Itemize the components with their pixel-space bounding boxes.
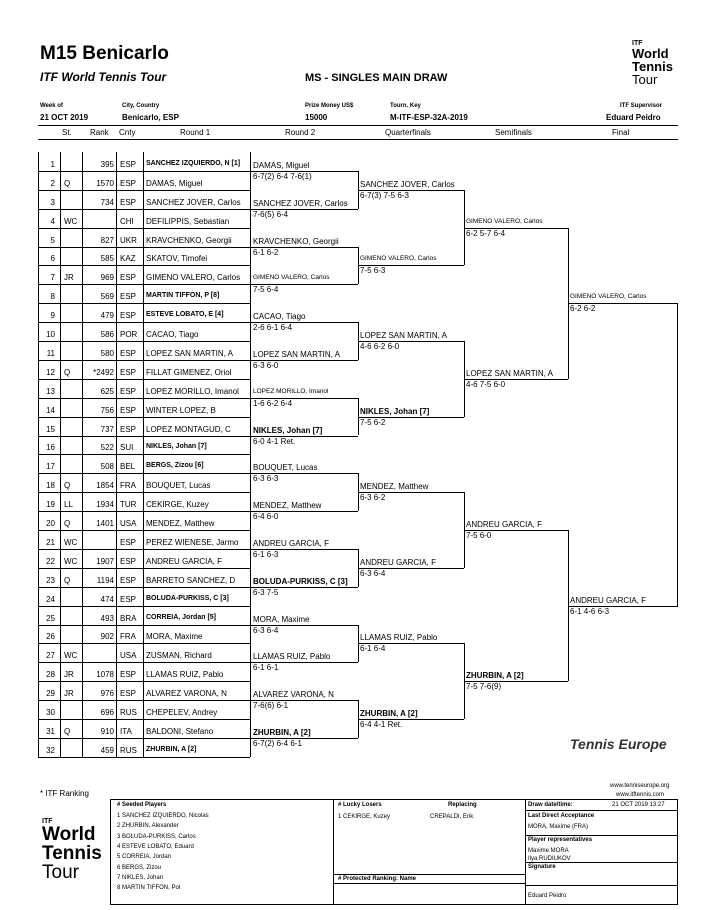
r2-score: 2-6 6-1 6-4: [253, 323, 293, 333]
player-country: ESP: [120, 386, 137, 396]
player-country: ITA: [120, 726, 132, 736]
sf-winner: GIMENO VALERO, Carlos: [466, 217, 543, 225]
sf-score: 7-5 6-0: [466, 531, 492, 540]
r2-winner: LLAMAS RUIZ, Pablo: [253, 652, 331, 662]
qf-score: 6-3 6-4: [360, 568, 386, 578]
player-rank: 474: [100, 594, 114, 604]
player-rank: 902: [100, 632, 114, 642]
draw-position: 31: [46, 726, 55, 736]
player-name: DEFILIPPIS, Sebastian: [146, 216, 230, 226]
draw-position: 32: [46, 745, 55, 755]
player-name: MORA, Maxime: [146, 632, 203, 642]
player-rank: 696: [100, 708, 114, 717]
player-name: ZUSMAN, Richard: [146, 651, 212, 661]
header-rank: Rank: [90, 128, 109, 137]
qf-score: 7-5 6-3: [360, 266, 386, 276]
player-country: ESP: [120, 537, 137, 547]
player-country: USA: [120, 519, 137, 528]
qf-winner: MENDEZ, Matthew: [360, 482, 429, 492]
entry-status: LL: [64, 500, 73, 510]
replaced-player: CREPALDI, Erik: [430, 814, 474, 820]
draw-position: 2: [50, 178, 55, 188]
player-country: TUR: [120, 500, 137, 510]
draw-position: 5: [50, 235, 55, 245]
header-r2: Round 2: [285, 128, 316, 137]
player-name: CEKIRGE, Kuzey: [146, 500, 209, 510]
r2-score: 6-3 6-0: [253, 360, 279, 370]
player-country: SUI: [120, 443, 134, 453]
draw-position: 3: [50, 197, 55, 207]
entry-status: Q: [64, 178, 71, 188]
player-rank: 969: [100, 273, 114, 283]
player-name: PEREZ WIENESE, Jarmo: [146, 537, 239, 547]
player-country: BEL: [120, 462, 136, 472]
seed-entry: 5 CORREIA, Jordan: [117, 854, 172, 861]
seeded-header: # Seeded Players: [117, 802, 167, 808]
draw-position: 9: [50, 311, 55, 321]
player-name: ALVAREZ VARONA, N: [146, 689, 227, 699]
r2-score: 6-7(2) 6-4 6-1: [253, 738, 302, 748]
draw-position: 10: [46, 330, 55, 339]
lucky-header: # Lucky Losers: [338, 802, 382, 808]
qf-score: 7-5 6-2: [360, 417, 386, 427]
sf-winner: LOPEZ SAN MARTIN, A: [466, 368, 553, 378]
draw-date-label: Draw date/time:: [528, 802, 573, 808]
tour-name: ITF World Tennis Tour: [40, 70, 167, 84]
seed-entry: 4 ESTEVE LOBATO, Eduard: [117, 843, 194, 850]
player-country: ESP: [120, 292, 137, 302]
player-name: SANCHEZ IZQUIERDO, N [1]: [146, 159, 241, 167]
qf-score: 4-6 6-2 6-0: [360, 342, 400, 351]
player-country: ESP: [120, 594, 137, 604]
supervisor-label: ITF Supervisor: [620, 103, 663, 109]
player-country: ESP: [120, 556, 137, 566]
sf-score: 4-6 7-5 6-0: [466, 379, 506, 389]
entry-status: WC: [64, 651, 78, 661]
r2-winner: CACAO, Tiago: [253, 312, 306, 322]
seed-entry: 2 ZHURBIN, Alexander: [117, 823, 179, 830]
r2-winner: NIKLES, Johan [7]: [253, 425, 323, 435]
qf-winner: ANDREU GARCIA, F: [360, 557, 437, 567]
player-country: RUS: [120, 708, 137, 717]
final-player: GIMENO VALERO, Carlos: [570, 293, 647, 301]
player-country: ESP: [120, 367, 137, 377]
replacing-header: Replacing: [448, 802, 477, 808]
player-rank: 493: [100, 613, 114, 623]
week-value: 21 OCT 2019: [40, 113, 89, 122]
player-name: CACAO, Tiago: [146, 330, 199, 339]
player-country: ESP: [120, 273, 137, 283]
r2-winner: MORA, Maxime: [253, 614, 310, 624]
header-qf: Quarterfinals: [385, 128, 431, 137]
r2-winner: BOLUDA-PURKISS, C [3]: [253, 576, 348, 586]
player-name: LOPEZ MORILLO, Imanol: [146, 386, 239, 396]
header-r1: Round 1: [180, 128, 211, 137]
qf-score: 6-1 6-4: [360, 644, 386, 654]
draw-position: 30: [46, 708, 55, 717]
key-value: M-ITF-ESP-32A-2019: [390, 113, 468, 122]
draw-position: 7: [50, 273, 55, 283]
key-label: Tourn. Key: [390, 103, 421, 109]
player-country: ESP: [120, 178, 137, 188]
draw-position: 14: [46, 405, 55, 415]
r2-winner: KRAVCHENKO, Georgii: [253, 236, 339, 246]
r2-winner: SANCHEZ JOVER, Carlos: [253, 198, 348, 208]
r2-score: 6-3 7-5: [253, 587, 279, 597]
player-rank: 569: [100, 292, 114, 302]
player-country: ESP: [120, 575, 137, 585]
player-rank: 756: [100, 405, 114, 415]
draw-position: 20: [46, 519, 55, 528]
r2-score: 6-1 6-2: [253, 247, 279, 257]
draw-position: 28: [46, 670, 55, 680]
city-value: Benicarlo, ESP: [122, 113, 179, 122]
player-country: POR: [120, 330, 138, 339]
player-rank: 479: [100, 311, 114, 321]
sf-winner: ZHURBIN, A [2]: [466, 671, 524, 681]
player-name: ZHURBIN, A [2]: [146, 745, 197, 753]
prize-label: Prize Money US$: [305, 103, 354, 109]
seed-entry: 7 NIKLES, Johan: [117, 874, 164, 881]
player-country: FRA: [120, 481, 136, 491]
player-name: KRAVCHENKO, Georgii: [146, 235, 232, 245]
player-country: RUS: [120, 745, 137, 755]
player-name: CORREIA, Jordan [5]: [146, 613, 217, 621]
draw-position: 26: [46, 632, 55, 642]
r2-winner: LOPEZ MORILLO, Imanol: [253, 387, 329, 395]
player-name: NIKLES, Johan [7]: [146, 443, 207, 451]
draw-position: 21: [46, 537, 55, 547]
r2-winner: ALVAREZ VARONA, N: [253, 690, 334, 700]
sf-score: 7-5 7-6(9): [466, 682, 502, 692]
draw-position: 12: [46, 367, 55, 377]
entry-status: Q: [64, 519, 71, 528]
qf-score: 6-7(3) 7-5 6-3: [360, 190, 409, 200]
qf-score: 6-4 4-1 Ret.: [360, 720, 403, 729]
signature-label: Signature: [528, 864, 556, 870]
qf-winner: LLAMAS RUIZ, Pablo: [360, 633, 438, 643]
player-country: ESP: [120, 670, 137, 680]
qf-score: 6-3 6-2: [360, 493, 386, 503]
entry-status: JR: [64, 670, 74, 680]
player-rank: 1401: [96, 519, 114, 528]
draw-position: 24: [46, 594, 55, 604]
r2-winner: GIMENO VALERO, Carlos: [253, 274, 330, 282]
player-name: WINTER LOPEZ, B: [146, 405, 216, 415]
player-name: SANCHEZ JOVER, Carlos: [146, 197, 241, 207]
player-rank: 395: [100, 159, 114, 169]
player-rank: 580: [100, 348, 114, 358]
final-player: ANDREU GARCIA, F: [570, 595, 647, 605]
draw-position: 22: [46, 556, 55, 566]
player-rank: *2492: [93, 367, 114, 377]
header-final: Final: [612, 128, 630, 137]
reps-label: Player representatives: [528, 837, 593, 843]
player-name: MARTIN TIFFON, P [8]: [146, 292, 220, 300]
player-name: LOPEZ SAN MARTIN, A: [146, 348, 233, 358]
player-rank: 827: [100, 235, 114, 245]
player-name: MENDEZ, Matthew: [146, 519, 215, 528]
draw-position: 16: [46, 443, 55, 453]
sf-winner: ANDREU GARCIA, F: [466, 520, 543, 529]
player-name: LLAMAS RUIZ, Pablo: [146, 670, 224, 680]
draw-position: 29: [46, 689, 55, 699]
player-rank: 459: [100, 745, 114, 755]
r2-score: 7-6(6) 6-1: [253, 701, 289, 711]
draw-position: 23: [46, 575, 55, 585]
player-rank: 625: [100, 386, 114, 396]
draw-position: 18: [46, 481, 55, 491]
player-country: FRA: [120, 632, 136, 642]
qf-winner: GIMENO VALERO, Carlos: [360, 255, 437, 263]
draw-date: 21 OCT 2019 13:27: [612, 802, 665, 808]
itf-logo-footer: ITF World Tennis Tour: [42, 818, 102, 883]
seed-entry: 3 BOLUDA-PURKISS, Carlos: [117, 833, 196, 840]
draw-position: 19: [46, 500, 55, 510]
rep1: Maxime MORA: [528, 848, 569, 854]
player-rank: 910: [100, 726, 114, 736]
player-name: BARRETO SANCHEZ, D: [146, 575, 236, 585]
player-name: SKATOV, Timofei: [146, 254, 208, 264]
week-label: Week of: [40, 103, 63, 109]
player-rank: 1907: [96, 556, 114, 566]
r2-winner: BOUQUET, Lucas: [253, 463, 318, 473]
city-label: City, Country: [122, 103, 160, 109]
r2-score: 7-6(5) 6-4: [253, 209, 289, 219]
entry-status: Q: [64, 367, 71, 377]
entry-status: Q: [64, 481, 71, 491]
player-rank: 1570: [96, 178, 114, 188]
player-country: CHI: [120, 216, 134, 226]
player-rank: 508: [100, 462, 114, 472]
header-sf: Semifinals: [495, 128, 532, 137]
player-name: ANDREU GARCIA, F: [146, 556, 223, 566]
header-cnty: Cnty: [119, 128, 136, 137]
player-name: LOPEZ MONTAGUD, C: [146, 424, 231, 434]
qf-winner: NIKLES, Johan [7]: [360, 406, 430, 416]
player-rank: 522: [100, 443, 114, 453]
lda-value: MORA, Maxime (FRA): [528, 824, 588, 830]
itf-ranking-note: * ITF Ranking: [40, 789, 89, 798]
r2-score: 6-7(2) 6-4 7-6(1): [253, 171, 312, 181]
player-country: ESP: [120, 689, 137, 699]
entry-status: WC: [64, 537, 78, 547]
player-country: ESP: [120, 159, 137, 169]
draw-position: 17: [46, 462, 55, 472]
player-country: ESP: [120, 405, 137, 415]
draw-position: 1: [50, 159, 55, 169]
qf-winner: LOPEZ SAN MARTIN, A: [360, 331, 447, 340]
draw-position: 13: [46, 386, 55, 396]
player-name: CHEPELEV, Andrey: [146, 708, 218, 717]
r2-score: 6-3 6-4: [253, 625, 279, 635]
player-name: DAMAS, Miguel: [146, 178, 203, 188]
entry-status: JR: [64, 273, 74, 283]
player-rank: 737: [100, 424, 114, 434]
r2-score: 7-5 6-4: [253, 285, 279, 295]
player-rank: 586: [100, 330, 114, 339]
seed-entry: 6 BERGS, Zizou: [117, 864, 162, 871]
player-rank: 976: [100, 689, 114, 699]
te-url: www.tenniseurope.org: [610, 783, 670, 789]
tournament-title: M15 Benicarlo: [40, 43, 169, 64]
player-country: ESP: [120, 424, 137, 434]
player-rank: 734: [100, 197, 114, 207]
draw-title: MS - SINGLES MAIN DRAW: [305, 72, 448, 84]
lda-label: Last Direct Acceptance: [528, 813, 595, 819]
player-name: FILLAT GIMENEZ, Oriol: [146, 367, 232, 377]
player-name: BOUQUET, Lucas: [146, 481, 211, 491]
rep2: Ilya RUDIUKOV: [528, 856, 571, 862]
draw-position: 6: [50, 254, 55, 264]
player-rank: 1078: [96, 670, 114, 680]
final-score: 6-1 4-6 6-3: [570, 606, 610, 616]
draw-position: 15: [46, 424, 55, 434]
player-country: USA: [120, 651, 137, 661]
entry-status: WC: [64, 556, 78, 566]
tennis-europe-logo: Tennis Europe: [570, 736, 667, 752]
player-rank: 1934: [96, 500, 114, 510]
qf-winner: SANCHEZ JOVER, Carlos: [360, 179, 455, 189]
seed-entry: 1 SANCHEZ IZQUIERDO, Nicolas: [117, 813, 209, 819]
player-country: ESP: [120, 311, 137, 321]
r2-winner: ANDREU GARCIA, F: [253, 538, 330, 548]
entry-status: Q: [64, 726, 71, 736]
player-name: BOLUDA-PURKISS, C [3]: [146, 594, 229, 602]
sf-score: 6-2 5-7 6-4: [466, 228, 506, 238]
player-country: KAZ: [120, 254, 136, 264]
r2-score: 1-6 6-2 6-4: [253, 398, 293, 408]
entry-status: JR: [64, 689, 74, 699]
player-rank: 1854: [96, 481, 114, 491]
player-name: GIMENO VALERO, Carlos: [146, 273, 241, 283]
qf-winner: ZHURBIN, A [2]: [360, 709, 418, 718]
player-country: ESP: [120, 197, 137, 207]
itf-url: www.itftennis.com: [616, 792, 665, 798]
entry-status: Q: [64, 575, 71, 585]
draw-position: 25: [46, 613, 55, 623]
r2-score: 6-4 6-0: [253, 512, 279, 522]
seed-entry: 8 MARTIN TIFFON, Pol: [117, 885, 181, 892]
player-name: BERGS, Zizou [6]: [146, 462, 204, 470]
signature-value: Eduard Peidro: [528, 893, 567, 899]
player-rank: 1194: [96, 575, 114, 585]
r2-winner: DAMAS, Miguel: [253, 160, 310, 170]
header-st: St.: [62, 128, 72, 137]
player-name: BALDONI, Stefano: [146, 726, 214, 736]
player-country: BRA: [120, 613, 137, 623]
r2-winner: MENDEZ, Matthew: [253, 501, 322, 511]
draw-position: 27: [46, 651, 55, 661]
draw-position: 11: [46, 348, 55, 358]
player-name: ESTEVE LOBATO, E [4]: [146, 311, 224, 319]
r2-winner: LOPEZ SAN MARTIN, A: [253, 349, 340, 359]
player-rank: 585: [100, 254, 114, 264]
player-country: ESP: [120, 348, 137, 358]
r2-score: 6-0 4-1 Ret.: [253, 436, 296, 446]
player-country: UKR: [120, 235, 137, 245]
draw-position: 4: [50, 216, 55, 226]
draw-position: 8: [50, 292, 55, 302]
r2-score: 6-1 6-3: [253, 549, 279, 559]
lucky-loser: 1 CEKIRGE, Kuzey: [338, 814, 391, 820]
final-score: 6-2 6-2: [570, 304, 596, 314]
prize-value: 15000: [305, 113, 328, 122]
itf-logo: ITF World Tennis Tour: [632, 40, 673, 87]
r2-score: 6-1 6-1: [253, 663, 279, 673]
entry-status: WC: [64, 216, 78, 226]
supervisor-value: Eduard Peidro: [606, 113, 661, 122]
r2-score: 6-3 6-3: [253, 474, 279, 484]
protected-header: # Protected Ranking: Name: [338, 876, 417, 882]
r2-winner: ZHURBIN, A [2]: [253, 727, 311, 737]
